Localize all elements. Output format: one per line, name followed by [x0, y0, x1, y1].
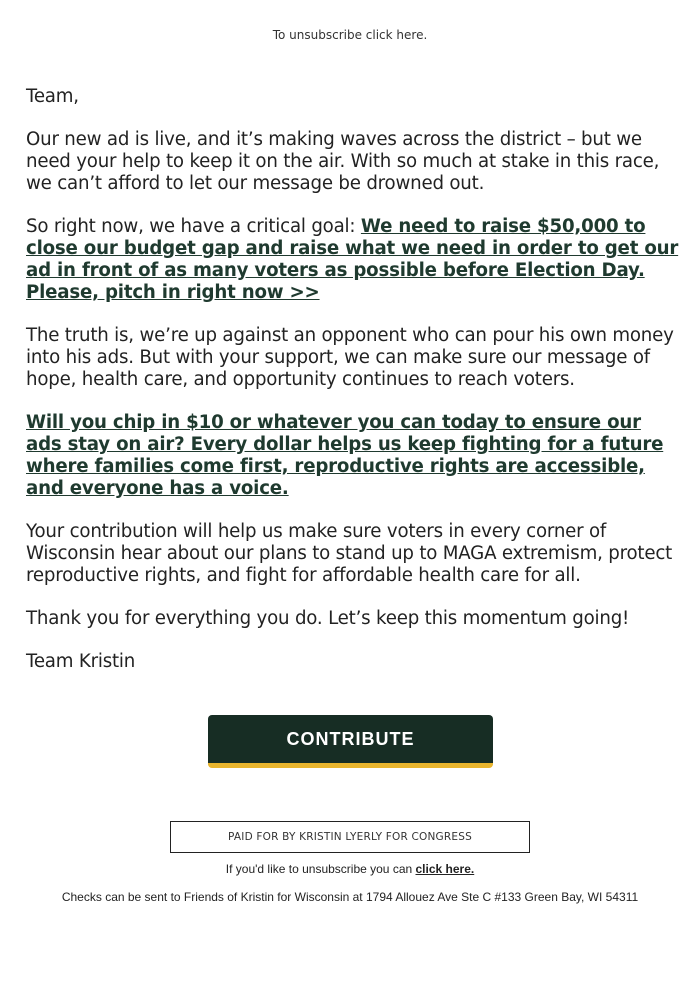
paragraph-thank-you: Thank you for everything you do. Let’s keep this momentum going!	[26, 608, 630, 629]
greeting: Team,	[26, 86, 79, 107]
contribute-button[interactable]: CONTRIBUTE	[208, 715, 493, 768]
donate-link-chip-in[interactable]: Will you chip in $10 or whatever you can today to ensure our ads stay on air? Every dollar helps us keep fighting for a future where families come first, reproductive rights are accessible, and everyone has a voice.	[26, 412, 664, 499]
email-body	[26, 86, 682, 673]
paragraph-chip-in	[26, 412, 682, 500]
paragraph-critical-goal	[26, 216, 682, 304]
paragraph-contribution: Your contribution will help us make sure voters in every corner of Wisconsin hear about our plans to stand up to MAGA extremism, protect reproductive rights, and fight for affordable health care for all.	[26, 521, 673, 586]
critical-goal-intro: So right now, we have a critical goal:	[26, 216, 361, 237]
footer-unsubscribe-text: If you'd like to unsubscribe you can	[225, 862, 416, 876]
signature: Team Kristin	[26, 651, 136, 672]
footer-unsubscribe	[0, 862, 700, 876]
checks-address: Checks can be sent to Friends of Kristin for Wisconsin at 1794 Allouez Ave Ste C #133 Green Bay, WI 54311	[61, 890, 639, 904]
footer-unsubscribe-link[interactable]: click here.	[415, 862, 475, 876]
paid-for-disclaimer: PAID FOR BY KRISTIN LYERLY FOR CONGRESS	[170, 821, 530, 853]
contribute-button-wrap	[208, 715, 493, 768]
paragraph-opponent: The truth is, we’re up against an opponent who can pour his own money into his ads. But with your support, we can make sure our message of hope, health care, and opportunity continues to reach voters.	[26, 325, 674, 390]
donate-link-goal[interactable]: We need to raise $50,000 to close our budget gap and raise what we need in order to get our ad in front of as many voters as possible before Election Day. Please, pitch in right now >>	[26, 216, 679, 303]
paragraph-ad-live: Our new ad is live, and it’s making waves across the district – but we need your help to keep it on the air. With so much at stake in this race, we can’t afford to let our message be drowned out.	[26, 129, 660, 194]
header-unsubscribe-link[interactable]: To unsubscribe click here.	[272, 28, 428, 42]
header-unsubscribe	[0, 28, 700, 42]
